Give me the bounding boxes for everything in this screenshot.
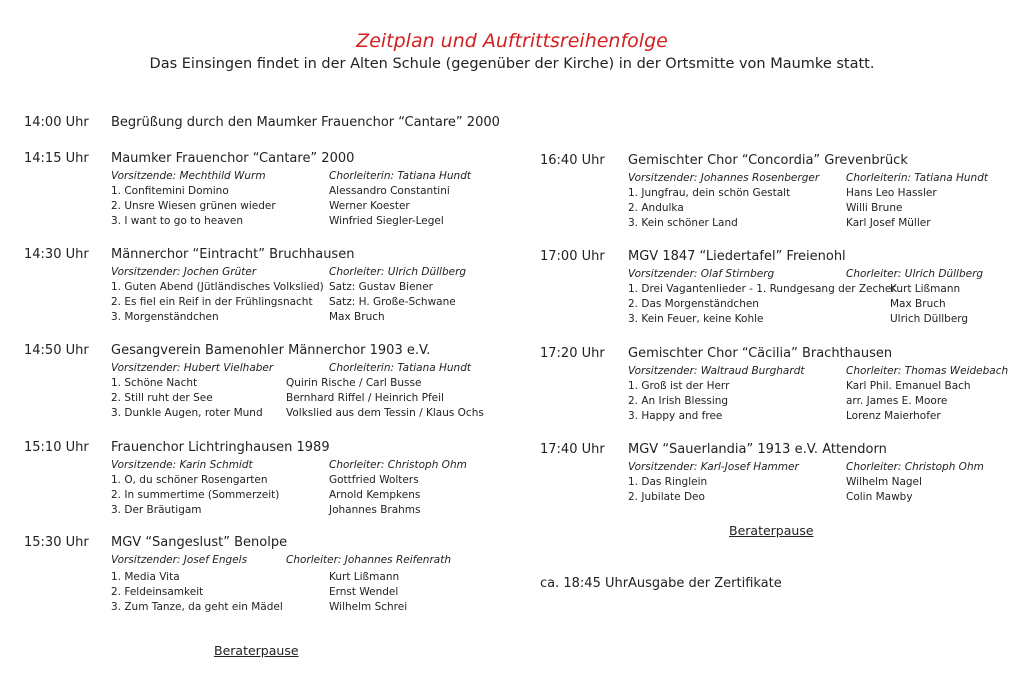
song-composer: Gottfried Wolters bbox=[329, 474, 419, 486]
block-time: 15:30 Uhr bbox=[24, 535, 89, 550]
song-composer: Colin Mawby bbox=[846, 491, 913, 503]
conductor-label: Chorleiter: Christoph Ohm bbox=[329, 459, 467, 471]
block-time: 17:40 Uhr bbox=[540, 442, 605, 457]
song-composer: Kurt Lißmann bbox=[329, 571, 400, 583]
song-title: 2. Unsre Wiesen grünen wieder bbox=[111, 200, 276, 212]
chair-label: Vorsitzender: Waltraud Burghardt bbox=[628, 365, 805, 377]
song-composer: Ernst Wendel bbox=[329, 586, 399, 598]
song-composer: Winfried Siegler-Legel bbox=[329, 215, 444, 227]
song-title: 3. Morgenständchen bbox=[111, 311, 219, 323]
song-title: 1. Schöne Nacht bbox=[111, 377, 198, 389]
block-time: 15:10 Uhr bbox=[24, 440, 89, 455]
block-time: 16:40 Uhr bbox=[540, 153, 605, 168]
song-title: 1. Das Ringlein bbox=[628, 476, 708, 488]
song-composer: Satz: H. Große-Schwane bbox=[329, 296, 456, 308]
welcome-text: Begrüßung durch den Maumker Frauenchor “Cantare” 2000 bbox=[111, 115, 500, 130]
song-composer: Karl Phil. Emanuel Bach bbox=[846, 380, 971, 392]
chair-label: Vorsitzender: Josef Engels bbox=[111, 554, 248, 566]
song-title: 1. Jungfrau, dein schön Gestalt bbox=[628, 187, 791, 199]
song-title: 3. Dunkle Augen, roter Mund bbox=[111, 407, 263, 419]
choir-name: Maumker Frauenchor “Cantare” 2000 bbox=[111, 151, 355, 166]
song-composer: Volkslied aus dem Tessin / Klaus Ochs bbox=[286, 407, 484, 419]
page-subtitle: Das Einsingen findet in der Alten Schule (gegenüber der Kirche) in der Ortsmitte von Maumke statt. bbox=[149, 56, 875, 72]
song-title: 2. An Irish Blessing bbox=[628, 395, 729, 407]
certificates-text: Ausgabe der Zertifikate bbox=[628, 576, 782, 591]
song-title: 2. Jubilate Deo bbox=[628, 491, 705, 503]
song-title: 1. Media Vita bbox=[111, 571, 180, 583]
song-composer: Johannes Brahms bbox=[329, 504, 421, 516]
block-time: 17:20 Uhr bbox=[540, 346, 605, 361]
song-composer: Hans Leo Hassler bbox=[846, 187, 937, 199]
song-composer: Willi Brune bbox=[846, 202, 903, 214]
block-time: 14:30 Uhr bbox=[24, 247, 89, 262]
conductor-label: Chorleiterin: Tatiana Hundt bbox=[846, 172, 988, 184]
song-title: 3. Kein Feuer, keine Kohle bbox=[628, 313, 764, 325]
song-composer: Quirin Rische / Carl Busse bbox=[286, 377, 422, 389]
song-composer: Werner Koester bbox=[329, 200, 410, 212]
break-label-left: Beraterpause bbox=[214, 643, 299, 658]
conductor-label: Chorleiter: Thomas Weidebach bbox=[846, 365, 1009, 377]
song-title: 3. I want to go to heaven bbox=[111, 215, 243, 227]
block-time: 14:50 Uhr bbox=[24, 343, 89, 358]
chair-label: Vorsitzender: Karl-Josef Hammer bbox=[628, 461, 799, 473]
page-title: Zeitplan und Auftrittsreihenfolge bbox=[356, 30, 668, 52]
song-title: 3. Der Bräutigam bbox=[111, 504, 202, 516]
song-composer: Wilhelm Schrei bbox=[329, 601, 408, 613]
song-composer: Kurt Lißmann bbox=[890, 283, 961, 295]
song-composer: arr. James E. Moore bbox=[846, 395, 948, 407]
song-title: 1. Confitemini Domino bbox=[111, 185, 229, 197]
chair-label: Vorsitzender: Olaf Stirnberg bbox=[628, 268, 775, 280]
song-composer: Alessandro Constantini bbox=[329, 185, 450, 197]
choir-name: Gemischter Chor “Cäcilia” Brachthausen bbox=[628, 346, 893, 361]
conductor-label: Chorleiter: Ulrich Düllberg bbox=[846, 268, 984, 280]
song-title: 2. Still ruht der See bbox=[111, 392, 213, 404]
song-title: 1. Guten Abend (Jütländisches Volkslied) bbox=[111, 281, 324, 293]
break-label-right: Beraterpause bbox=[729, 523, 814, 538]
song-composer: Satz: Gustav Biener bbox=[329, 281, 433, 293]
choir-name: Männerchor “Eintracht” Bruchhausen bbox=[111, 247, 355, 262]
song-title: 3. Zum Tanze, da geht ein Mädel bbox=[111, 601, 283, 613]
choir-name: Frauenchor Lichtringhausen 1989 bbox=[111, 440, 330, 455]
song-composer: Wilhelm Nagel bbox=[846, 476, 922, 488]
choir-name: Gesangverein Bamenohler Männerchor 1903 e.V. bbox=[111, 343, 431, 358]
choir-name: MGV “Sangeslust” Benolpe bbox=[111, 535, 288, 550]
song-composer: Ulrich Düllberg bbox=[890, 313, 969, 325]
choir-name: Gemischter Chor “Concordia” Grevenbrück bbox=[628, 153, 908, 168]
song-title: 2. Es fiel ein Reif in der Frühlingsnacht bbox=[111, 296, 313, 308]
song-title: 3. Kein schöner Land bbox=[628, 217, 738, 229]
song-title: 1. Groß ist der Herr bbox=[628, 380, 730, 392]
chair-label: Vorsitzender: Jochen Grüter bbox=[111, 266, 257, 278]
block-time: 14:15 Uhr bbox=[24, 151, 89, 166]
certificates-time: ca. 18:45 Uhr bbox=[540, 576, 629, 591]
chair-label: Vorsitzender: Hubert Vielhaber bbox=[111, 362, 274, 374]
welcome-time: 14:00 Uhr bbox=[24, 115, 89, 130]
song-composer: Max Bruch bbox=[329, 311, 385, 323]
conductor-label: Chorleiter: Ulrich Düllberg bbox=[329, 266, 467, 278]
conductor-label: Chorleiterin: Tatiana Hundt bbox=[329, 362, 471, 374]
block-time: 17:00 Uhr bbox=[540, 249, 605, 264]
song-composer: Max Bruch bbox=[890, 298, 946, 310]
song-title: 2. Feldeinsamkeit bbox=[111, 586, 204, 598]
song-title: 2. Andulka bbox=[628, 202, 684, 214]
choir-name: MGV “Sauerlandia” 1913 e.V. Attendorn bbox=[628, 442, 887, 457]
song-title: 2. Das Morgenständchen bbox=[628, 298, 759, 310]
conductor-label: Chorleiterin: Tatiana Hundt bbox=[329, 170, 471, 182]
chair-label: Vorsitzender: Johannes Rosenberger bbox=[628, 172, 820, 184]
conductor-label: Chorleiter: Johannes Reifenrath bbox=[286, 554, 451, 566]
conductor-label: Chorleiter: Christoph Ohm bbox=[846, 461, 984, 473]
song-title: 3. Happy and free bbox=[628, 410, 723, 422]
song-title: 1. Drei Vagantenlieder - 1. Rundgesang der Zecher bbox=[628, 283, 896, 295]
song-title: 1. O, du schöner Rosengarten bbox=[111, 474, 268, 486]
song-composer: Bernhard Riffel / Heinrich Pfeil bbox=[286, 392, 444, 404]
choir-name: MGV 1847 “Liedertafel” Freienohl bbox=[628, 249, 846, 264]
chair-label: Vorsitzende: Karin Schmidt bbox=[111, 459, 253, 471]
song-title: 2. In summertime (Sommerzeit) bbox=[111, 489, 280, 501]
song-composer: Arnold Kempkens bbox=[329, 489, 421, 501]
song-composer: Karl Josef Müller bbox=[846, 217, 931, 229]
chair-label: Vorsitzende: Mechthild Wurm bbox=[111, 170, 266, 182]
song-composer: Lorenz Maierhofer bbox=[846, 410, 941, 422]
